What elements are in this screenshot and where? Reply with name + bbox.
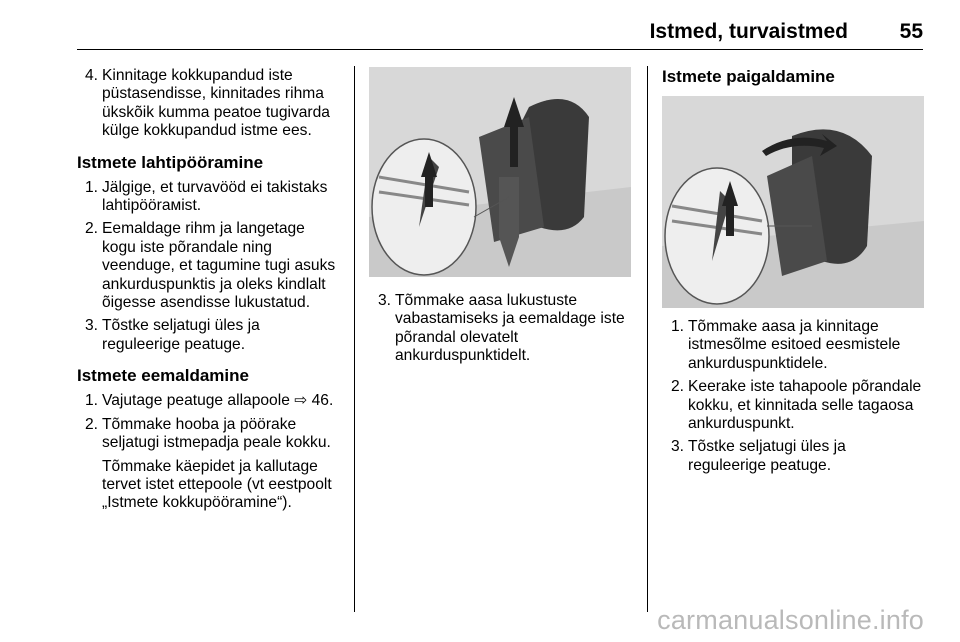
list-item: 2. Tõmmake hooba ja pöörake seljatugi istmepadja peale kokku.: [85, 415, 331, 452]
list-item: 1. Tõmmake aasa ja kinnitage istmesõlme esitoed eesmistele ankurduspunktidele.: [671, 318, 901, 372]
list-item: 2. Eemaldage rihm ja langetage kogu iste põrandale ning veenduge, et tagumine tugi asuks ankurduspunktis ja oleks kindlalt õigesse asendisse lukustatud.: [85, 220, 336, 312]
column-3: [663, 318, 933, 475]
header-rule: [77, 49, 923, 50]
list-item: 1. Jälgige, et turvavööd ei takistaks lahtipöörамist.: [85, 178, 328, 215]
seat-removal-illustration: [369, 67, 631, 277]
column-2: [370, 292, 640, 366]
figure-seat-removal: [369, 67, 631, 277]
list-item: 3. Tõstke seljatugi üles ja reguleerige peatuge.: [671, 438, 846, 474]
list-number: 4.: [85, 67, 99, 84]
list-item-4: 4. Kinnitage kokkupandud iste püstasendisse, kinnitades rihma ükskõik kumma peatoe tugivarda külge kokkupandud istme ees.: [85, 67, 330, 140]
figure-seat-installation: [662, 96, 924, 308]
list-item: 3. Tõstke seljatugi üles ja reguleerige peatuge.: [85, 317, 260, 353]
note-paragraph: Tõmmake käepidet ja kallutage tervet istet ettepoole (vt eestpoolt „Istmete kokkupööramine“).: [102, 457, 332, 512]
column-divider-2: [647, 66, 648, 612]
page-number: 55: [899, 20, 923, 43]
section-heading-installation: Istmete paigaldamine: [662, 67, 835, 86]
list-item-3: 3. Tõmmake aasa lukustuste vabastamiseks ja eemaldage iste põrandal olevatelt ankurduspunktidelt.: [378, 292, 625, 365]
list-item: 1. Vajutage peatuge allapoole ⇨ 46.: [85, 392, 334, 410]
seat-installation-illustration: [662, 96, 924, 308]
list-item: 2. Keerake iste tahapoole põrandale kokku, et kinnitada selle tagaosa ankurduspunkt.: [671, 378, 922, 433]
column-1: [77, 67, 347, 513]
section-heading-unfolding: Istmete lahtipööramine: [77, 152, 264, 172]
column-divider-1: [354, 66, 355, 612]
section-heading-removal: Istmete eemaldamine: [77, 366, 249, 386]
watermark: carmanualsonline.info: [657, 605, 924, 635]
page-header-title: Istmed, turvaistmed: [649, 20, 848, 43]
